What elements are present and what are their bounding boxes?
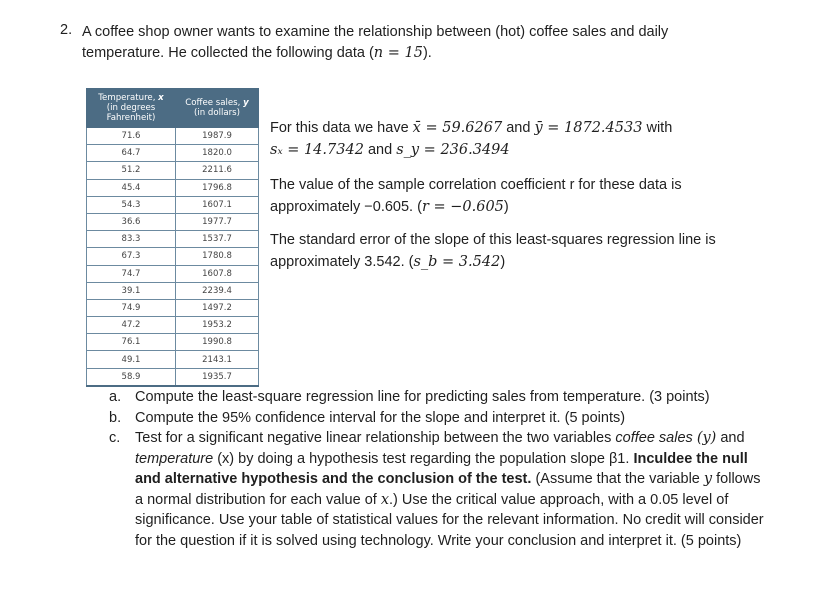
table-row bbox=[87, 265, 259, 282]
part-a: a. Compute the least-square regression line for predicting sales from temperature. (3 points) bbox=[109, 389, 710, 405]
sales-cell: 1497.2 bbox=[176, 299, 259, 316]
sales-cell: 2239.4 bbox=[176, 282, 259, 299]
sales-cell: 1607.1 bbox=[176, 196, 259, 213]
temperature-cell: 36.6 bbox=[87, 213, 176, 230]
part-b: b. Compute the 95% confidence interval for the slope and interpret it. (5 points) bbox=[109, 409, 626, 426]
sales-cell: 1780.8 bbox=[176, 248, 259, 265]
sales-cell: 1987.9 bbox=[176, 128, 259, 145]
table-row bbox=[87, 231, 259, 248]
question-number: 2. bbox=[60, 22, 73, 38]
sales-cell: 1953.2 bbox=[176, 317, 259, 334]
temperature-cell: 74.9 bbox=[87, 299, 176, 316]
temperature-cell: 58.9 bbox=[87, 368, 176, 386]
sales-cell: 2143.1 bbox=[176, 351, 259, 368]
correlation-statement: The value of the sample correlation coefficient r for these data is approximately −0.605. (r = −0.605) bbox=[270, 177, 682, 215]
sales-cell: 1977.7 bbox=[176, 213, 259, 230]
standard-error-statement: The standard error of the slope of this least-squares regression line is approximately 3.542. (s_b = 3.542) bbox=[270, 232, 716, 270]
temperature-cell: 51.2 bbox=[87, 162, 176, 179]
sales-cell: 2211.6 bbox=[176, 162, 259, 179]
table-row bbox=[87, 179, 259, 196]
table-row bbox=[87, 145, 259, 162]
table-row bbox=[87, 334, 259, 351]
part-c: c. Test for a significant negative linear relationship between the two variables coffee sales (y) and temperature (x) by doing a hypothesis test regarding the population slope β1. Inculdee the null and alternative hypothesis and the conclusion of the test. (Assume that the variable y follows a normal distribution for each value of x.) Use the critical value approach, with a 0.05 level of significance. Use your table of statistical values for the relevant information. No credit will consider for the question if it is solved using technology. Write your conclusion and interpret it. (5 points) bbox=[109, 430, 764, 549]
sample-size: n = 15 bbox=[373, 45, 423, 61]
temperature-cell: 47.2 bbox=[87, 317, 176, 334]
temperature-cell: 71.6 bbox=[87, 128, 176, 145]
table-row bbox=[87, 368, 259, 386]
temperature-header: Temperature, x (in degrees Fahrenheit) bbox=[87, 89, 176, 128]
table-row bbox=[87, 282, 259, 299]
sales-cell: 1820.0 bbox=[176, 145, 259, 162]
table-header-row bbox=[87, 89, 259, 128]
summary-statistics: For this data we have x̄ = 59.6267 and ȳ = 1872.4533 with sₓ = 14.7342 and s_y = 236.3494 bbox=[270, 120, 673, 158]
question-line-1: A coffee shop owner wants to examine the relationship between (hot) coffee sales and daily bbox=[82, 24, 669, 40]
temperature-cell: 49.1 bbox=[87, 351, 176, 368]
data-table bbox=[86, 88, 259, 387]
sales-header: Coffee sales, y (in dollars) bbox=[176, 89, 259, 128]
temperature-cell: 45.4 bbox=[87, 179, 176, 196]
question-prompt: A coffee shop owner wants to examine the relationship between (hot) coffee sales and daily temperature. He collected the following data (n = 15). bbox=[82, 24, 669, 61]
question-line-2: temperature. He collected the following data ( bbox=[82, 45, 374, 61]
temperature-cell: 76.1 bbox=[87, 334, 176, 351]
question-parts bbox=[109, 387, 769, 551]
sales-cell: 1935.7 bbox=[176, 368, 259, 386]
table-row bbox=[87, 196, 259, 213]
table-row bbox=[87, 317, 259, 334]
sales-cell: 1990.8 bbox=[176, 334, 259, 351]
temperature-cell: 64.7 bbox=[87, 145, 176, 162]
table-row bbox=[87, 128, 259, 145]
temperature-cell: 39.1 bbox=[87, 282, 176, 299]
temperature-cell: 74.7 bbox=[87, 265, 176, 282]
table-row bbox=[87, 213, 259, 230]
sales-cell: 1607.8 bbox=[176, 265, 259, 282]
sales-cell: 1796.8 bbox=[176, 179, 259, 196]
temperature-cell: 67.3 bbox=[87, 248, 176, 265]
temperature-cell: 54.3 bbox=[87, 196, 176, 213]
table-row bbox=[87, 351, 259, 368]
table-row bbox=[87, 299, 259, 316]
temperature-cell: 83.3 bbox=[87, 231, 176, 248]
table-row bbox=[87, 248, 259, 265]
table-row bbox=[87, 162, 259, 179]
sales-cell: 1537.7 bbox=[176, 231, 259, 248]
